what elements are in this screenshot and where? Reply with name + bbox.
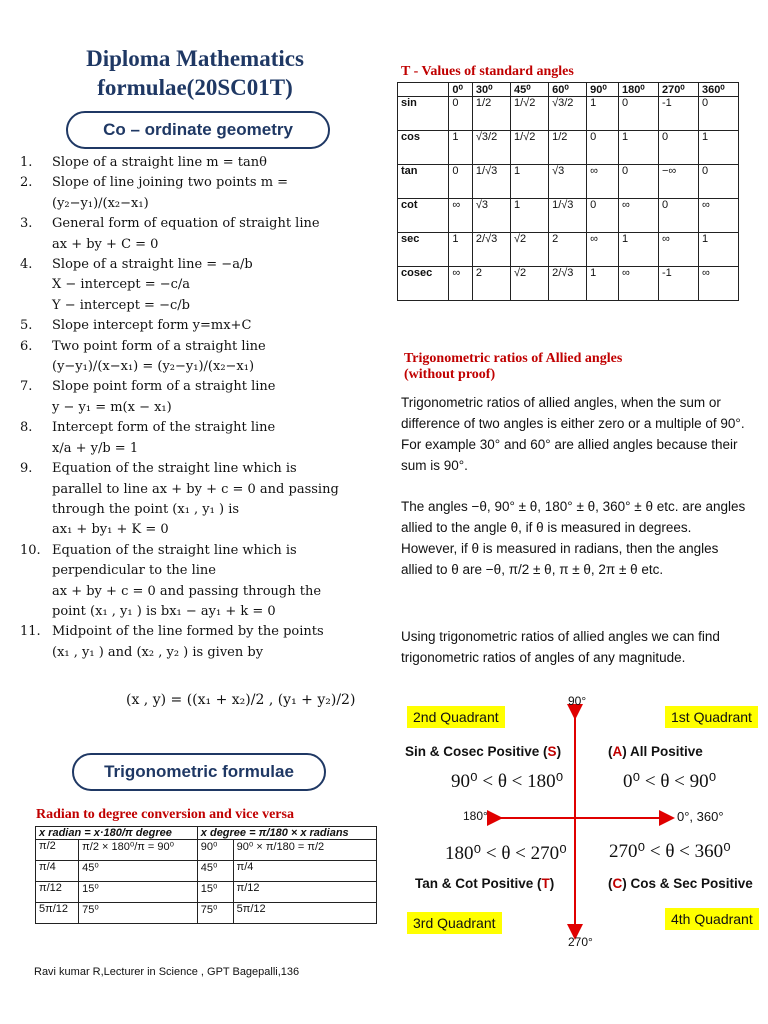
formula-item [20,500,362,520]
tvalues-row [398,233,739,267]
tvalues-row [398,199,739,233]
formula-number: 7. [20,379,33,395]
quadrant-2-range: 90⁰ < θ < 180⁰ [451,771,564,792]
quadrant-1-text: (A) All Positive [608,744,703,759]
tvalues-value-cell: 2/√3 [549,267,587,301]
tvalues-value-cell: 2 [472,267,510,301]
tvalues-value-cell: 0 [587,199,619,233]
axis-label-90: 90° [568,694,587,708]
formula-number: 4. [20,257,33,273]
formula-text: parallel to line ax + by + c = 0 and passing [52,481,339,497]
tvalues-value-cell: √3 [549,165,587,199]
formula-item [20,561,362,581]
tvalues-value-cell: ∞ [618,267,658,301]
quadrant-1-letter: A [612,744,623,759]
formula-number: 6. [20,338,33,354]
formula-item [20,459,362,479]
formula-text: Two point form of a straight line [52,338,266,354]
quadrant-3-label: 3rd Quadrant [407,912,502,934]
formula-text: Equation of the straight line which is [52,542,297,558]
formula-number [20,643,52,663]
tvalues-row [398,267,739,301]
tvalues-value-cell: 0 [698,97,738,131]
formula-text: Slope point form of a straight line [52,379,276,395]
formula-text: Midpoint of the line formed by the points [52,624,324,640]
formula-text: Y − intercept = −c/b [52,297,190,313]
formula-text: Equation of the straight line which is [52,461,297,477]
tvalues-value-cell: ∞ [587,233,619,267]
tvalues-value-cell: 1/√3 [549,199,587,233]
formula-number: 8. [20,420,33,436]
tvalues-header-cell: 45⁰ [510,83,548,97]
radian-table-cell: 75⁰ [79,903,198,924]
tvalues-value-cell: 0 [618,165,658,199]
tvalues-header-cell: 60⁰ [549,83,587,97]
tvalues-value-cell: -1 [658,267,698,301]
formula-text: through the point (x₁ , y₁ ) is [52,501,240,517]
formula-text: Slope of line joining two points m = (y₂−y₁)/(x₂−x₁) [52,175,289,211]
tvalues-value-cell: √2 [510,267,548,301]
tvalues-value-cell: 0 [449,97,473,131]
radian-table-cell: 15⁰ [197,882,233,903]
allied-paragraph-2: The angles −θ, 90° ± θ, 180° ± θ, 360° ± θ etc. are angles allied to the angle θ, if θ is measured in degrees. However, if θ is measured in radians, then the angles allied to θ are −θ, π/2 ± θ, π ± θ, 2π ± θ etc. [401,499,746,577]
tvalues-header-cell [398,83,449,97]
formula-number: 10. [20,542,41,558]
midpoint-formula-text: (x , y) = ((x₁ + x₂)/2 , (y₁ + y₂)/2) [126,692,356,708]
radian-table-cell: 5π/12 [233,903,376,924]
tvalues-value-cell: 1 [587,267,619,301]
axis-label-180: 180° [463,809,488,823]
allied-heading-line1: Trigonometric ratios of Allied angles [404,351,623,366]
tvalues-value-cell: 1 [449,131,473,165]
tvalues-value-cell: ∞ [698,199,738,233]
title-line1: Diploma Mathematics [86,46,304,71]
tvalues-value-cell: 0 [658,131,698,165]
radian-table-cell: π/2 [36,840,79,861]
tvalues-func-cell: cosec [398,267,449,301]
formula-text: (y−y₁)/(x−x₁) = (y₂−y₁)/(x₂−x₁) [52,359,255,375]
formula-number [20,582,52,602]
tvalues-table [397,82,739,301]
axis-label-270: 270° [568,935,593,949]
formula-item [20,357,362,377]
tvalues-row [398,165,739,199]
tvalues-value-cell: ∞ [698,267,738,301]
formula-number [20,357,52,377]
tvalues-value-cell: -1 [658,97,698,131]
tvalues-value-cell: ∞ [658,233,698,267]
formula-number [20,439,52,459]
formula-number [20,296,52,316]
page-title [30,44,360,102]
formula-item [20,316,362,336]
formula-number: 1. [20,155,33,170]
tvalues-value-cell: √2 [510,233,548,267]
title-line2: formulae(20SC01T) [97,75,293,100]
radian-table-header-cell: x degree = π/180 × x radians [197,827,376,840]
tvalues-func-cell: sin [398,97,449,131]
tvalues-value-cell: 1 [510,165,548,199]
formula-text: ax + by + c = 0 and passing through the [52,583,322,599]
radian-table-cell: π/2 × 180⁰/π = 90⁰ [79,840,198,861]
formula-item [20,622,362,642]
formula-item [20,602,362,622]
formula-number: 2. [20,175,33,191]
formula-text: point (x₁ , y₁ ) is bx₁ − ay₁ + k = 0 [52,603,276,619]
tvalues-row [398,97,739,131]
formula-item [20,418,362,438]
tvalues-func-cell: cos [398,131,449,165]
radian-table-cell: π/4 [36,861,79,882]
formula-text: y − y₁ = m(x − x₁) [52,399,172,415]
formula-item [20,337,362,357]
radian-table-row [36,882,377,903]
formula-item [20,235,362,255]
tvalues-header-cell: 180⁰ [618,83,658,97]
tvalues-value-cell: 2/√3 [472,233,510,267]
formula-item [20,439,362,459]
formula-item [20,541,362,561]
formula-item [20,296,362,316]
tvalues-header-cell: 360⁰ [698,83,738,97]
section-pill-label: Trigonometric formulae [104,762,294,781]
formula-item [20,582,362,602]
radian-table-cell: 75⁰ [197,903,233,924]
tvalues-value-cell: 1/2 [472,97,510,131]
radian-table-cell: 45⁰ [197,861,233,882]
tvalues-value-cell: 1/√3 [472,165,510,199]
quadrant-1-label: 1st Quadrant [665,706,758,728]
section-pill-trigonometric [72,753,326,791]
formula-text: (x₁ , y₁ ) and (x₂ , y₂ ) is given by [52,644,264,660]
tvalues-value-cell: 2 [549,233,587,267]
tvalues-value-cell: 1 [618,233,658,267]
radian-table-cell: 45⁰ [79,861,198,882]
allied-paragraph-1: Trigonometric ratios of allied angles, when the sum or difference of two angles is either zero or a multiple of 90°. For example 30° and 60° are allied angles because their sum is 90°. [401,395,745,473]
radian-table-cell: 15⁰ [79,882,198,903]
tvalues-value-cell: ∞ [587,165,619,199]
tvalues-value-cell: 1/√2 [510,97,548,131]
tvalues-value-cell: 1/√2 [510,131,548,165]
allied-heading-line2: (without proof) [404,367,496,382]
formula-item [20,377,362,397]
allied-paragraph-3: Using trigonometric ratios of allied angles we can find trigonometric ratios of angles of any magnitude. [401,629,720,665]
formula-number [20,480,52,500]
tvalues-func-cell: sec [398,233,449,267]
formula-number: 11. [20,624,41,640]
quadrant-3-text: Tan & Cot Positive (T) [415,876,555,891]
quadrant-4-text: (C) Cos & Sec Positive [608,876,753,891]
radian-table-cell: π/12 [233,882,376,903]
radian-table [35,826,377,924]
formula-text: x/a + y/b = 1 [52,440,139,456]
formula-text: Slope of a straight line m = tanθ [52,155,267,170]
tvalues-header-cell: 0⁰ [449,83,473,97]
formula-list [20,153,362,663]
formula-text: Slope intercept form y=mx+C [52,318,252,334]
tvalues-value-cell: 0 [587,131,619,165]
tvalues-value-cell: 0 [698,165,738,199]
formula-number [20,561,52,581]
quadrant-4-letter: C [612,876,623,891]
formula-text: Intercept form of the straight line [52,420,276,436]
tvalues-header-cell: 30⁰ [472,83,510,97]
radian-table-cell: 90⁰ × π/180 = π/2 [233,840,376,861]
formula-item [20,643,362,663]
formula-text: ax₁ + by₁ + K = 0 [52,522,169,538]
tvalues-table-header [398,83,739,97]
formula-number: 5. [20,318,33,334]
radian-table-cell: 5π/12 [36,903,79,924]
quadrant-4-range: 270⁰ < θ < 360⁰ [609,841,731,862]
formula-item [20,275,362,295]
tvalues-func-cell: tan [398,165,449,199]
quadrant-2-text: Sin & Cosec Positive (S) [405,744,562,759]
tvalues-value-cell: 0 [658,199,698,233]
formula-number [20,398,52,418]
quadrant-1-range: 0⁰ < θ < 90⁰ [623,771,717,792]
tvalues-value-cell: −∞ [658,165,698,199]
radian-table-header-cell: x radian = x·180/π degree [36,827,198,840]
radian-table-header [36,827,377,840]
formula-item [20,255,362,275]
formula-item [20,398,362,418]
allied-heading [404,351,622,383]
formula-number: 9. [20,461,33,477]
tvalues-value-cell: 1/2 [549,131,587,165]
tvalues-heading: T - Values of standard angles [401,64,574,79]
formula-item [20,520,362,540]
tvalues-row [398,131,739,165]
formula-number [20,275,52,295]
tvalues-value-cell: 1 [587,97,619,131]
tvalues-value-cell: 1 [510,199,548,233]
radian-table-cell: π/4 [233,861,376,882]
tvalues-value-cell: 0 [449,165,473,199]
footer-credit: Ravi kumar R,Lecturer in Science , GPT Bagepalli,136 [34,966,300,978]
tvalues-value-cell: 1 [449,233,473,267]
radian-table-cell: 90⁰ [197,840,233,861]
quadrant-3-range: 180⁰ < θ < 270⁰ [445,843,567,864]
tvalues-value-cell: √3/2 [549,97,587,131]
tvalues-value-cell: 0 [618,97,658,131]
quadrant-2-label: 2nd Quadrant [407,706,505,728]
tvalues-value-cell: √3 [472,199,510,233]
formula-text: perpendicular to the line [52,563,216,579]
formula-text: X − intercept = −c/a [52,277,191,293]
formula-text: Slope of a straight line = −a/b [52,257,253,273]
tvalues-value-cell: ∞ [449,199,473,233]
formula-item [20,173,362,214]
tvalues-func-cell: cot [398,199,449,233]
tvalues-value-cell: ∞ [449,267,473,301]
section-pill-coordinate-geometry [66,111,330,149]
quadrant-4-label: 4th Quadrant [665,908,759,930]
tvalues-header-cell: 270⁰ [658,83,698,97]
radian-heading: Radian to degree conversion and vice versa [36,807,294,822]
radian-table-row [36,903,377,924]
quadrant-2-letter: S [547,744,557,759]
formula-number [20,235,52,255]
tvalues-header-cell: 90⁰ [587,83,619,97]
section-pill-label: Co – ordinate geometry [103,120,293,139]
tvalues-value-cell: 1 [698,233,738,267]
tvalues-value-cell: 1 [698,131,738,165]
formula-number [20,602,52,622]
radian-table-row [36,861,377,882]
tvalues-value-cell: ∞ [618,199,658,233]
formula-item [20,480,362,500]
axis-label-0-360: 0°, 360° [677,809,724,824]
formula-item [20,153,362,173]
radian-table-row [36,840,377,861]
radian-table-cell: π/12 [36,882,79,903]
quadrant-diagram [395,690,760,955]
formula-item [20,214,362,234]
quadrant-3-letter: T [541,876,550,891]
formula-text: General form of equation of straight line [52,216,320,232]
tvalues-value-cell: √3/2 [472,131,510,165]
formula-number [20,520,52,540]
tvalues-value-cell: 1 [618,131,658,165]
formula-number [20,500,52,520]
formula-number: 3. [20,216,33,232]
formula-text: ax + by + C = 0 [52,236,159,252]
midpoint-formula [126,692,355,708]
